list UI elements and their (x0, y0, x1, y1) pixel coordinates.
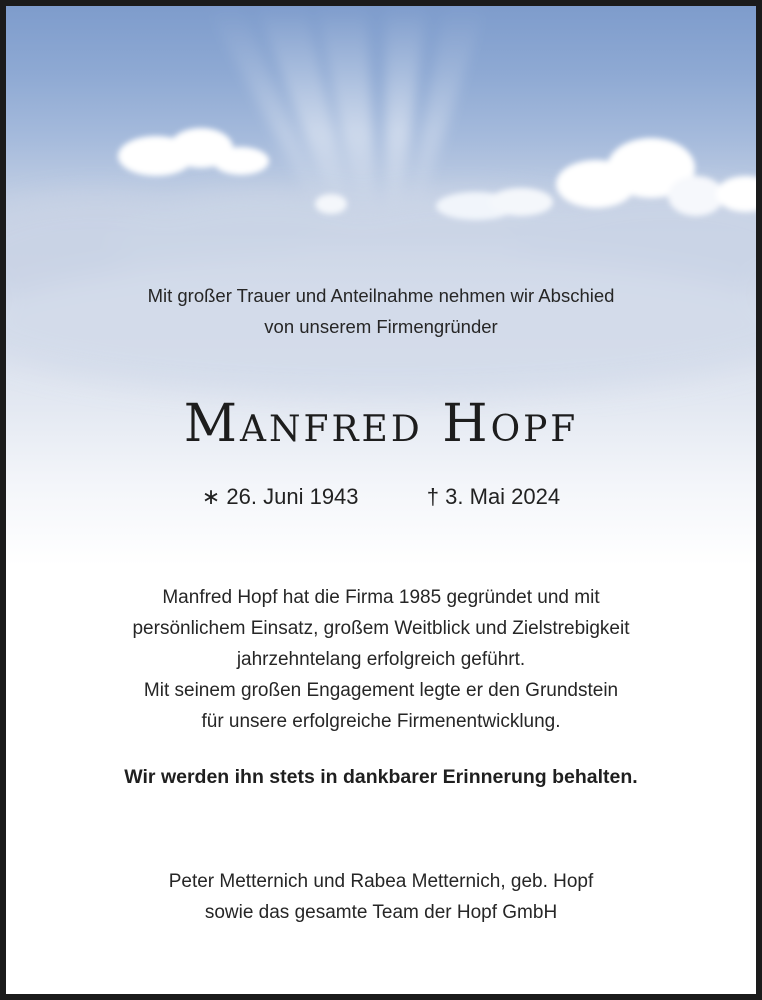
life-dates (6, 482, 756, 512)
intro-line-2: von unserem Firmengründer (264, 316, 498, 337)
tribute-line: jahrzehntelang erfolgreich geführt. (236, 649, 526, 670)
tribute-line: persönlichem Einsatz, großem Weitblick und Zielstrebigkeit (132, 618, 630, 639)
tribute-line: Manfred Hopf hat die Firma 1985 gegründet und mit (162, 587, 600, 608)
death-date: 3. Mai 2024 (445, 484, 561, 509)
sun-rays (206, 6, 486, 221)
closing-statement: Wir werden ihn stets in dankbarer Erinnerung behalten. (124, 766, 638, 788)
intro-text (6, 280, 756, 342)
death-symbol: † (426, 484, 440, 509)
tribute-text (6, 582, 756, 737)
signature-block (6, 866, 756, 928)
tribute-line: Mit seinem großen Engagement legte er den Grundstein (143, 680, 619, 701)
signature-line-2: sowie das gesamte Team der Hopf GmbH (204, 902, 558, 923)
deceased-name: Manfred Hopf (183, 394, 579, 454)
birth-symbol: ∗ (201, 484, 221, 509)
tribute-line: für unsere erfolgreiche Firmenentwicklung. (201, 711, 561, 732)
signature-line-1: Peter Metternich und Rabea Metternich, geb. Hopf (168, 871, 594, 892)
birth-date: 26. Juni 1943 (226, 484, 359, 509)
intro-line-1: Mit großer Trauer und Anteilnahme nehmen wir Abschied (147, 285, 615, 306)
